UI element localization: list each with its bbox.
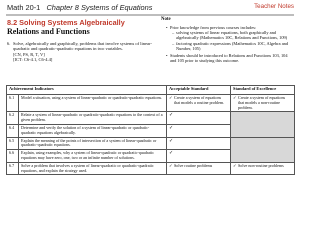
page-heading: Relations and Functions: [7, 27, 90, 36]
outcome-block: [7, 41, 157, 63]
column-header: Acceptable Standard: [167, 86, 231, 95]
indicator-code: 6.1: [7, 95, 19, 112]
outcome-codes: [CN, PS, R, T, V]: [13, 51, 45, 57]
indicator-code: 6.6: [7, 150, 19, 163]
notes-subitem: – solving systems of linear equations, both graphically and algebraically (Mathematics 10C, Relations and Functions, 109): [172, 30, 293, 40]
check-icon: ✓: [233, 162, 237, 168]
outcome-text: Solve, algebraically and graphically, problems that involve systems of linear-quadratic and quadratic-quadratic equations in two variables.: [13, 41, 152, 52]
indicator-code: 6.4: [7, 124, 19, 137]
course-title: [7, 3, 152, 12]
outcome-number: 6.: [7, 41, 11, 46]
achievement-table: [6, 85, 295, 175]
acceptable-check: ✓: [167, 150, 231, 163]
teacher-notes-label: Teacher Notes: [254, 3, 294, 10]
table-row: [7, 95, 295, 112]
excellence-cell: ✓ Create a system of equations that models a non-routine problem.: [231, 95, 295, 112]
notes-panel: [161, 17, 293, 64]
check-icon: ✓: [233, 95, 237, 100]
check-icon: ✓: [169, 95, 173, 100]
table-row: [7, 162, 295, 175]
notes-item: • Students should be introduced to Relations and Functions 103, 104 and 105 prior to studying this outcome.: [166, 53, 293, 63]
acceptable-check: ✓: [167, 112, 231, 125]
table-header-row: [7, 86, 295, 95]
excellence-shaded-cell: [231, 112, 295, 137]
indicator-text: Explain, using examples, why a system of linear-quadratic or quadratic-quadratic equations may have zero, one, two or an infinite number of solutions.: [19, 150, 167, 163]
outcome-ict: [ICT: C6-4.1, C6-4.4]: [13, 57, 53, 63]
course-name: Math 20-1: [7, 3, 41, 12]
chapter-name: Chapter 8 Systems of Equations: [46, 3, 153, 12]
excellence-shaded-cell: [231, 137, 295, 162]
notes-title: Note: [161, 17, 171, 22]
notes-subitem: – factoring quadratic expressions (Mathematics 10C, Algebra and Number, 105): [172, 41, 293, 51]
column-header: Standard of Excellence: [231, 86, 295, 95]
column-header: Achievement Indicators: [7, 86, 167, 95]
indicator-text: Determine and verify the solution of a system of linear-quadratic or quadratic-quadratic equations algebraically.: [19, 124, 167, 137]
section-title: 8.2 Solving Systems Algebraically: [7, 18, 125, 27]
table-row: [7, 137, 295, 150]
excellence-cell: ✓ Solve non-routine problems: [231, 162, 295, 175]
indicator-text: Relate a system of linear-quadratic or quadratic-quadratic equations to the context of a given problem.: [19, 112, 167, 125]
table-row: [7, 112, 295, 125]
indicator-code: 6.5: [7, 137, 19, 150]
indicator-text: Explain the meaning of the points of intersection of a system of linear-quadratic or quadratic-quadratic equations.: [19, 137, 167, 150]
acceptable-check: ✓: [167, 124, 231, 137]
acceptable-cell: ✓ Solve routine problems: [167, 162, 231, 175]
indicator-text: Solve a problem that involves a system of linear-quadratic or quadratic-quadratic equations, and explain the strategy used.: [19, 162, 167, 175]
indicator-text: Model a situation, using a system of linear-quadratic or quadratic-quadratic equations.: [19, 95, 167, 112]
acceptable-cell: ✓ Create a system of equations that models a routine problem.: [167, 95, 231, 112]
header-divider: [6, 14, 294, 16]
notes-item: • Prior knowledge from previous courses includes: – solving systems of linear equations, both graphically and algebraically (Mathematics 10C, Relations and Functions, 109) – factoring quadratic expressions (Mathematics 10C, Algebra and Number, 105): [166, 25, 293, 51]
indicator-code: 6.2: [7, 112, 19, 125]
indicator-code: 6.7: [7, 162, 19, 175]
check-icon: ✓: [169, 162, 173, 168]
acceptable-check: ✓: [167, 137, 231, 150]
